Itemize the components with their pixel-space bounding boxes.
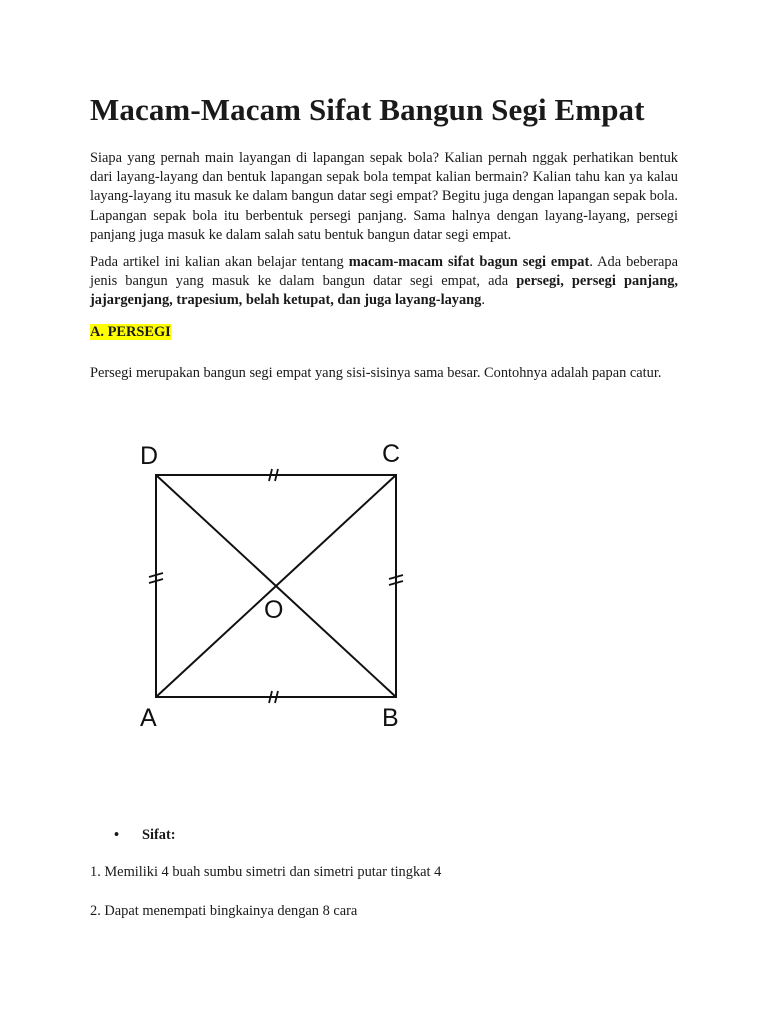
- bullet-dot: •: [114, 827, 120, 843]
- section-a-heading: [90, 323, 171, 342]
- sifat-item-2: 2. Dapat menempati bingkainya dengan 8 cara: [90, 903, 358, 919]
- section-a-description: Persegi merupakan bangun segi empat yang sisi-sisinya sama besar. Contohnya adalah papan catur.: [90, 365, 662, 381]
- vertex-label-b: B: [382, 704, 399, 732]
- para2-bold-list: persegi, persegi panjang, jajargenjang, trapesium, belah ketupat, dan juga layang-layang: [90, 273, 678, 309]
- vertex-label-d: D: [140, 442, 159, 470]
- para2-bold-topic: macam-macam sifat bagun segi empat: [348, 254, 590, 270]
- vertex-label-c: C: [382, 440, 401, 468]
- vertex-label-a: A: [140, 704, 157, 732]
- square-diagram: [140, 430, 416, 732]
- para2-text-middle: . Ada beberapa jenis bangun yang masuk ke dalam bangun datar segi empat, ada: [90, 254, 679, 290]
- sifat-bullet: [114, 826, 176, 845]
- para2-text-before: Pada artikel ini kalian akan belajar tentang: [90, 254, 349, 270]
- page-title: Macam-Macam Sifat Bangun Segi Empat: [90, 92, 645, 127]
- intro-paragraph-2: [90, 253, 678, 311]
- center-label-o: O: [264, 596, 284, 624]
- section-a-heading-text: A. PERSEGI: [90, 324, 171, 340]
- para2-text-after: .: [481, 292, 485, 309]
- sifat-item-1: 1. Memiliki 4 buah sumbu simetri dan simetri putar tingkat 4: [90, 864, 442, 880]
- intro-paragraph: Siapa yang pernah main layangan di lapangan sepak bola? Kalian pernah nggak perhatikan bentuk dari layang-layang dan bentuk lapangan sepak bola tempat kalian bermain? Kalian tahu kan ya kalau layang-layang itu masuk ke dalam bangun datar segi empat? Begitu juga dengan lapangan sepak bola. Lapangan sepak bola itu berbentuk persegi panjang. Sama halnya dengan layang-layang, persegi panjang juga masuk ke dalam salah satu bentuk bangun datar segi empat.: [90, 150, 678, 243]
- sifat-label: Sifat:: [142, 827, 176, 843]
